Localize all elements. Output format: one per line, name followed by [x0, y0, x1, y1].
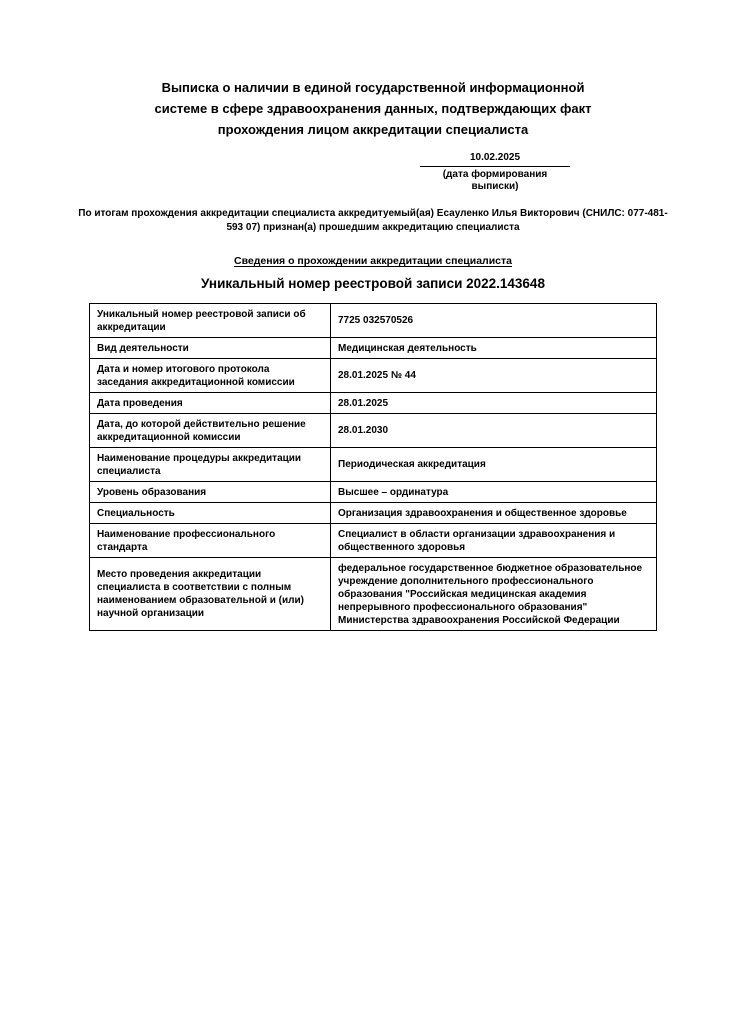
row-label: Дата проведения — [90, 393, 331, 414]
intro-paragraph-line: По итогам прохождения аккредитации специалиста аккредитуемый(ая) Есауленко Илья Викторович (СНИЛС: 077-481- — [78, 208, 668, 219]
issue-date-block — [420, 152, 570, 193]
row-label: Вид деятельности — [90, 338, 331, 359]
intro-paragraph-line: 593 07) признан(а) прошедшим аккредитацию специалиста — [226, 221, 520, 233]
document-title-line: Выписка о наличии в единой государственной информационной — [161, 80, 585, 95]
row-label: Дата и номер итогового протокола заседания аккредитационной комиссии — [90, 359, 331, 393]
row-value: Медицинская деятельность — [331, 338, 657, 359]
table-row — [90, 414, 657, 448]
table-row — [90, 359, 657, 393]
registry-number-heading: Уникальный номер реестровой записи 2022.143648 — [201, 276, 545, 291]
row-label: Наименование процедуры аккредитации специалиста — [90, 448, 331, 482]
row-value: 28.01.2030 — [331, 414, 657, 448]
row-value: Высшее – ординатура — [331, 482, 657, 503]
table-row — [90, 482, 657, 503]
row-value: 7725 032570526 — [331, 304, 657, 338]
intro-paragraph — [0, 207, 746, 234]
table-row — [90, 524, 657, 558]
issue-date-caption: (дата формирования выписки) — [442, 169, 548, 192]
table-row — [90, 393, 657, 414]
table-row — [90, 558, 657, 631]
row-label: Дата, до которой действительно решение аккредитационной комиссии — [90, 414, 331, 448]
table-row — [90, 503, 657, 524]
row-value: Специалист в области организации здравоохранения и общественного здоровья — [331, 524, 657, 558]
section-heading: Сведения о прохождении аккредитации специалиста — [234, 255, 512, 267]
row-value: Организация здравоохранения и общественное здоровье — [331, 503, 657, 524]
accreditation-table — [89, 303, 657, 631]
table-row — [90, 338, 657, 359]
row-value: федеральное государственное бюджетное образовательное учреждение дополнительного профессионального образования "Российская медицинская академия непрерывного профессионального образования" Министерства здравоохранения Российской Федерации — [331, 558, 657, 631]
document-title — [0, 0, 746, 140]
row-label: Специальность — [90, 503, 331, 524]
document-title-line: системе в сфере здравоохранения данных, подтверждающих факт — [154, 101, 592, 116]
row-label: Наименование профессионального стандарта — [90, 524, 331, 558]
row-value: Периодическая аккредитация — [331, 448, 657, 482]
row-label: Уровень образования — [90, 482, 331, 503]
table-row — [90, 448, 657, 482]
row-value: 28.01.2025 № 44 — [331, 359, 657, 393]
issue-date-value: 10.02.2025 — [420, 152, 570, 167]
row-value: 28.01.2025 — [331, 393, 657, 414]
row-label: Место проведения аккредитации специалиста в соответствии с полным наименованием образовательной и (или) научной организации — [90, 558, 331, 631]
table-row — [90, 304, 657, 338]
document-title-line: прохождения лицом аккредитации специалиста — [217, 122, 529, 137]
row-label: Уникальный номер реестровой записи об аккредитации — [90, 304, 331, 338]
